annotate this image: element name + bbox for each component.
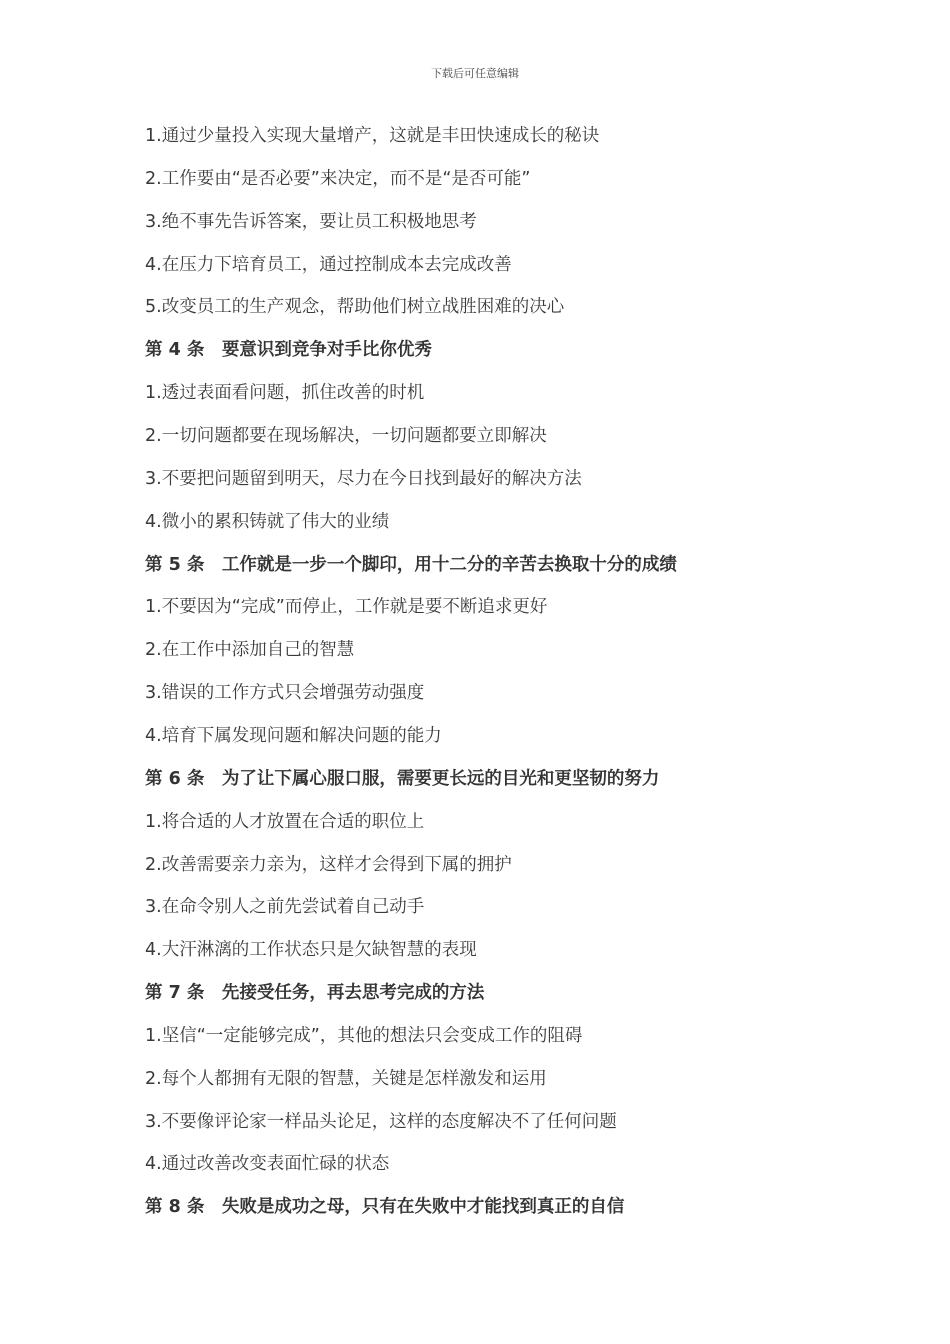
section-heading: 第 7 条 先接受任务，再去思考完成的方法: [145, 983, 485, 1003]
list-item: 2.一切问题都要在现场解决，一切问题都要立即解决: [145, 425, 547, 446]
list-item: 5.改变员工的生产观念，帮助他们树立战胜困难的决心: [145, 297, 565, 318]
list-item: 1.不要因为“完成”而停止，工作就是要不断追求更好: [145, 597, 548, 618]
section-heading: 第 5 条 工作就是一步一个脚印，用十二分的辛苦去换取十分的成绩: [145, 554, 677, 575]
list-item: 2.在工作中添加自己的智慧: [145, 640, 355, 661]
list-item: 1.坚信“一定能够完成”，其他的想法只会变成工作的阻碍: [145, 1025, 583, 1046]
list-item: 3.错误的工作方式只会增强劳动强度: [145, 683, 425, 704]
list-item: 4.在压力下培育员工，通过控制成本去完成改善: [145, 254, 512, 275]
list-item: 2.每个人都拥有无限的智慧，关键是怎样激发和运用: [145, 1068, 547, 1089]
list-item: 4.通过改善改变表面忙碌的状态: [145, 1154, 390, 1175]
section-heading: 第 6 条 为了让下属心服口服，需要更长远的目光和更坚韧的努力: [145, 768, 660, 789]
list-item: 1.将合适的人才放置在合适的职位上: [145, 811, 425, 832]
list-item: 3.在命令别人之前先尝试着自己动手: [145, 897, 425, 918]
list-item: 4.培育下属发现问题和解决问题的能力: [145, 725, 442, 746]
list-item: 3.绝不事先告诉答案，要让员工积极地思考: [145, 211, 477, 232]
list-item: 1.通过少量投入实现大量增产，这就是丰田快速成长的秘诀: [145, 126, 600, 146]
section-heading: 第 4 条 要意识到竞争对手比你优秀: [145, 340, 432, 361]
page-header: 下载后可任意编辑: [431, 67, 519, 80]
list-item: 3.不要像评论家一样品头论足，这样的态度解决不了任何问题: [145, 1111, 617, 1132]
list-item: 3.不要把问题留到明天，尽力在今日找到最好的解决方法: [145, 468, 582, 489]
list-item: 1.透过表面看问题，抓住改善的时机: [145, 383, 425, 404]
list-item: 2.改善需要亲力亲为，这样才会得到下属的拥护: [145, 854, 512, 875]
section-heading: 第 8 条 失败是成功之母，只有在失败中才能找到真正的自信: [145, 1197, 625, 1218]
list-item: 4.大汗淋漓的工作状态只是欠缺智慧的表现: [145, 940, 477, 961]
list-item: 2.工作要由“是否必要”来决定，而不是“是否可能”: [145, 168, 531, 189]
list-item: 4.微小的累积铸就了伟大的业绩: [145, 511, 390, 532]
